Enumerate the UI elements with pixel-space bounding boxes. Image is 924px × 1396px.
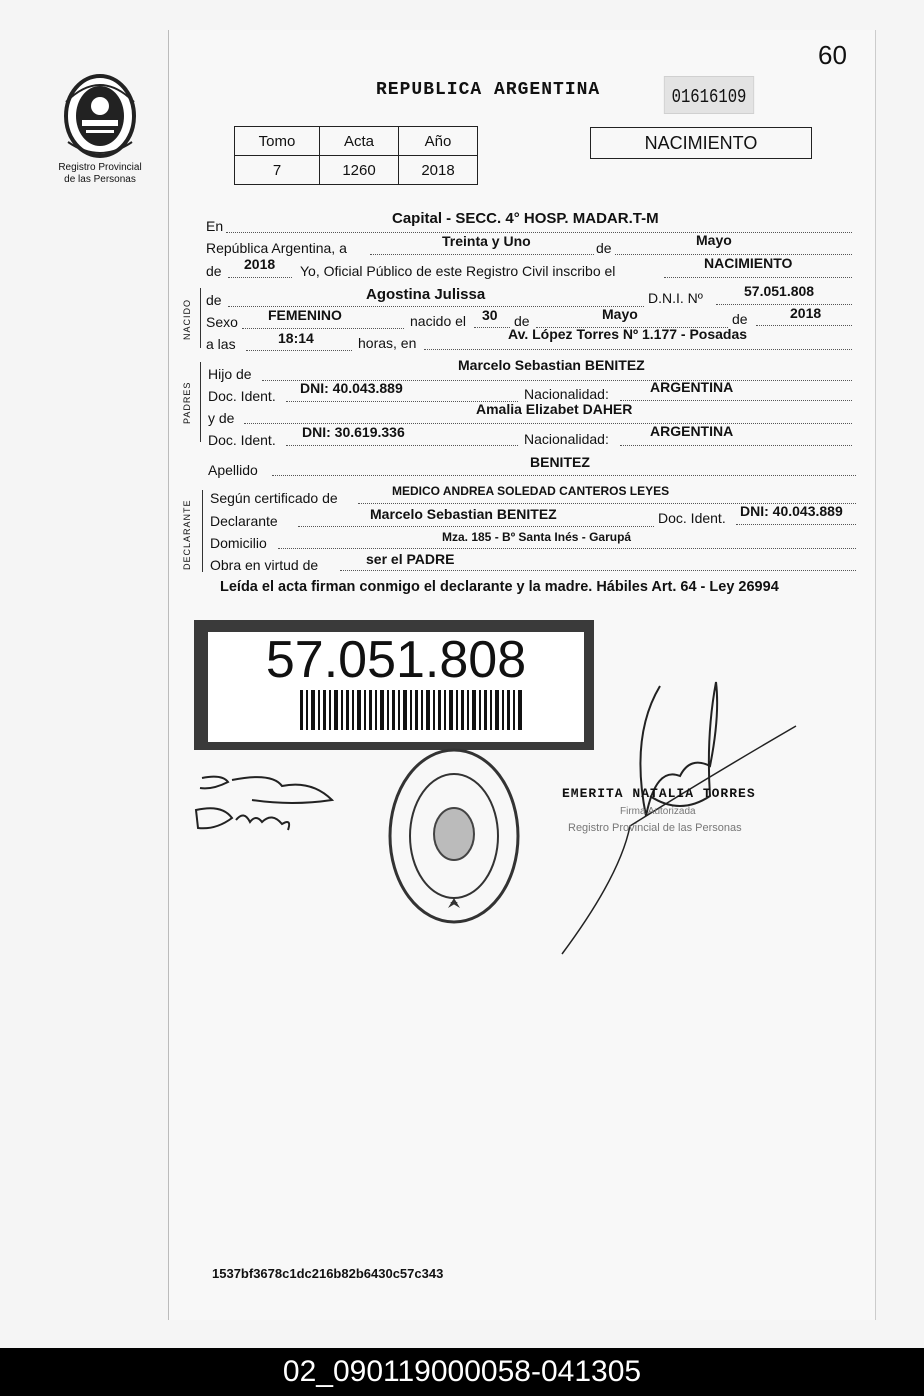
- section-label-nacido: NACIDO: [182, 298, 192, 340]
- domicilio-value: Mza. 185 - Bº Santa Inés - Garupá: [442, 530, 632, 544]
- horas-label: horas, en: [358, 335, 417, 351]
- segun-label: Según certificado de: [210, 490, 338, 506]
- document-title: REPUBLICA ARGENTINA: [376, 80, 601, 100]
- signatory-name: EMERITA NATALIA TORRES: [562, 786, 756, 801]
- declarante-doc-value: DNI: 40.043.889: [740, 503, 843, 519]
- birth-day-value: 30: [482, 307, 498, 323]
- dotted-line: [226, 231, 852, 233]
- signatory-office: Registro Provincial de las Personas: [568, 822, 742, 834]
- mother-nationality-value: ARGENTINA: [650, 423, 734, 439]
- y-de-label: y de: [208, 410, 235, 426]
- dotted-line: [278, 547, 856, 549]
- father-doc-value: DNI: 40.043.889: [300, 380, 403, 396]
- obra-value: ser el PADRE: [366, 551, 455, 567]
- birth-time-value: 18:14: [278, 330, 314, 346]
- section-bracket: [200, 288, 201, 348]
- dotted-line: [228, 276, 292, 278]
- sexo-label: Sexo: [206, 314, 238, 330]
- declarante-signature-icon: [192, 770, 342, 840]
- sexo-value: FEMENINO: [268, 307, 342, 323]
- nacido-label: nacido el: [410, 313, 467, 329]
- doc-ident-label: Doc. Ident.: [208, 388, 276, 404]
- province-seal-logo: [58, 72, 142, 160]
- child-name-value: Agostina Julissa: [366, 286, 486, 303]
- mother-name-value: Amalia Elizabet DAHER: [476, 401, 633, 417]
- signatory-role: Firma Autorizada: [620, 806, 696, 817]
- dotted-line: [736, 523, 856, 525]
- act-type-box: NACIMIENTO: [590, 127, 812, 159]
- hijo-label: Hijo de: [208, 366, 252, 382]
- year-value: 2018: [244, 256, 276, 272]
- serial-number: 01616109: [664, 76, 754, 114]
- de-label-4: de: [732, 311, 748, 327]
- certificado-value: MEDICO ANDREA SOLEDAD CANTEROS LEYES: [392, 484, 670, 498]
- logo-caption-line2: de las Personas: [64, 174, 136, 185]
- father-name-value: Marcelo Sebastian BENITEZ: [458, 357, 645, 373]
- nacionalidad-label: Nacionalidad:: [524, 386, 609, 402]
- republica-label: República Argentina, a: [206, 240, 347, 256]
- dotted-line: [716, 303, 852, 305]
- month-value: Mayo: [696, 232, 732, 248]
- en-label: En: [206, 218, 224, 234]
- de-label-3: de: [514, 313, 530, 329]
- de-label-2: de: [206, 263, 222, 279]
- dotted-line: [286, 444, 518, 446]
- declarante-label: Declarante: [210, 513, 278, 529]
- dotted-line: [620, 399, 852, 401]
- registry-office-value: Capital - SECC. 4° HOSP. MADAR.T-M: [392, 210, 659, 227]
- doc-ident-label: Doc. Ident.: [208, 432, 276, 448]
- scan-footer-code: 02_090119000058-041305: [0, 1348, 924, 1396]
- dotted-line: [756, 324, 852, 326]
- document-hash: 1537bf3678c1dc216b82b6430c57c343: [212, 1266, 444, 1281]
- section-label-padres: PADRES: [182, 381, 192, 424]
- doc-ident-label: Doc. Ident.: [658, 510, 726, 526]
- father-nationality-value: ARGENTINA: [650, 379, 734, 395]
- oficial-text: Yo, Oficial Público de este Registro Civil inscribo el: [300, 263, 616, 279]
- anio-value: 2018: [399, 156, 478, 185]
- child-dni-value: 57.051.808: [744, 283, 815, 299]
- birth-month-value: Mayo: [602, 306, 638, 322]
- de-label: de: [596, 240, 612, 256]
- act-inscribed-value: NACIMIENTO: [704, 255, 793, 271]
- nacionalidad-label: Nacionalidad:: [524, 431, 609, 447]
- dotted-line: [298, 525, 654, 527]
- birth-year-value: 2018: [790, 305, 822, 321]
- dotted-line: [424, 348, 852, 350]
- apellido-label: Apellido: [208, 462, 258, 478]
- anio-header: Año: [399, 127, 478, 156]
- dotted-line: [340, 569, 856, 571]
- registry-table: [234, 126, 478, 185]
- logo-caption: [46, 162, 154, 186]
- birth-place-value: Av. López Torres Nº 1.177 - Posadas: [508, 326, 748, 342]
- mother-doc-value: DNI: 30.619.336: [302, 424, 405, 440]
- logo-caption-line1: Registro Provincial: [58, 162, 142, 173]
- a-las-label: a las: [206, 336, 236, 352]
- dotted-line: [664, 276, 852, 278]
- dni-sticker-number: 57.051.808: [265, 631, 527, 689]
- dni-label: D.N.I. Nº: [648, 290, 703, 306]
- dotted-line: [272, 474, 856, 476]
- name-de-label: de: [206, 292, 222, 308]
- closing-statement: Leída el acta firman conmigo el declarante y la madre. Hábiles Art. 64 - Ley 26994: [220, 579, 779, 595]
- section-label-declarante: DECLARANTE: [182, 499, 192, 570]
- tomo-value: 7: [235, 156, 320, 185]
- declarante-value: Marcelo Sebastian BENITEZ: [370, 506, 557, 522]
- barcode-icon: [300, 690, 526, 732]
- obra-label: Obra en virtud de: [210, 557, 319, 573]
- section-bracket: [200, 362, 201, 442]
- dotted-line: [242, 327, 404, 329]
- tomo-header: Tomo: [235, 127, 320, 156]
- acta-value: 1260: [320, 156, 399, 185]
- dotted-line: [474, 326, 510, 328]
- dotted-line: [246, 349, 352, 351]
- day-in-words: Treinta y Uno: [442, 233, 531, 249]
- dotted-line: [620, 444, 852, 446]
- official-stamp-icon: [386, 746, 522, 926]
- apellido-value: BENITEZ: [530, 454, 590, 470]
- page-number: 60: [818, 40, 847, 70]
- section-bracket: [202, 490, 203, 572]
- acta-header: Acta: [320, 127, 399, 156]
- domicilio-label: Domicilio: [210, 535, 267, 551]
